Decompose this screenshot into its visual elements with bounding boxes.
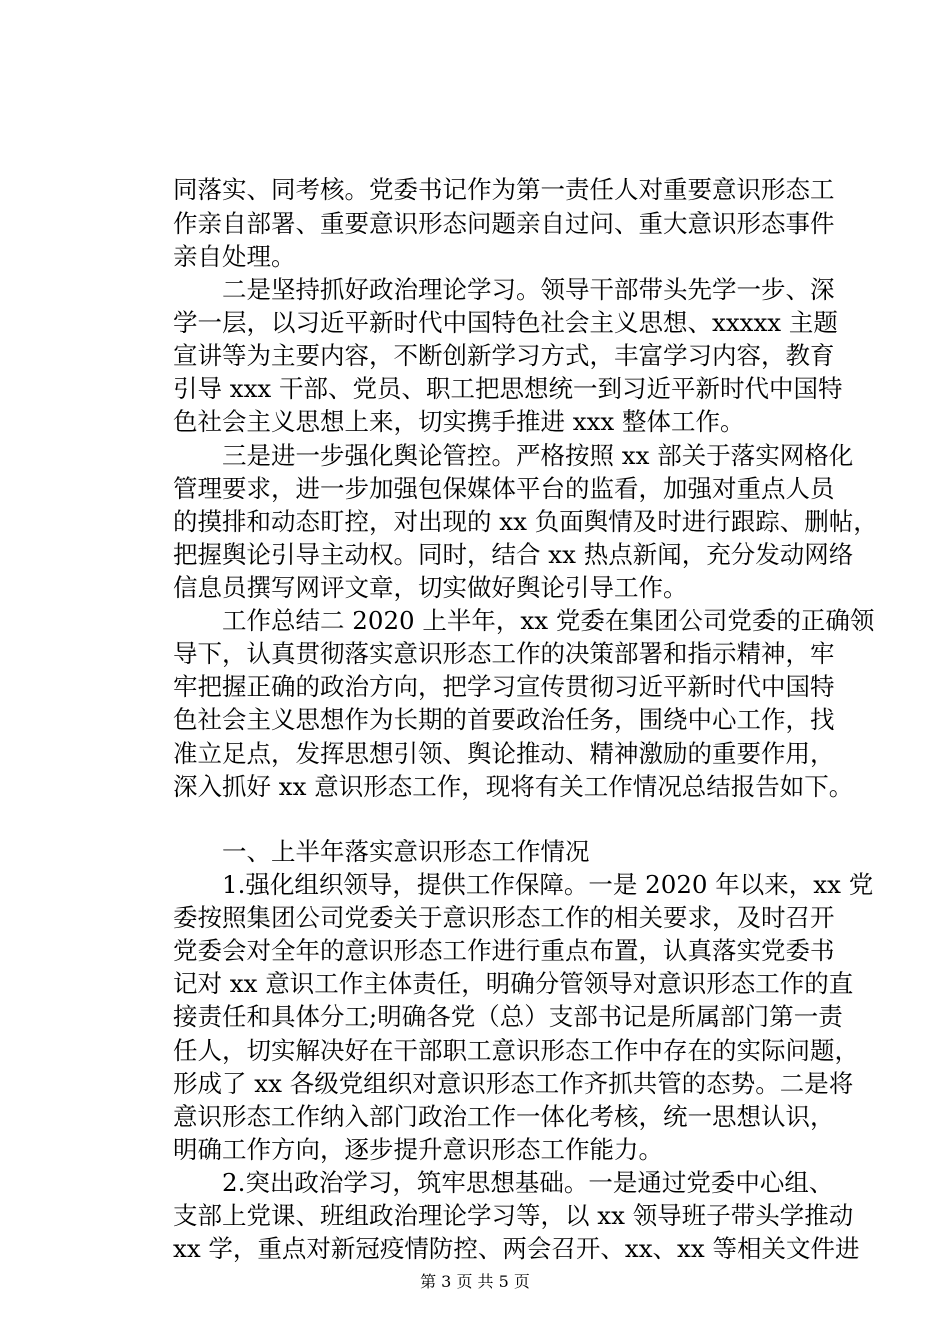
text-line: 把握舆论引导主动权。同时，结合 xx 热点新闻，充分发动网络 <box>173 540 854 569</box>
text-line: 导下，认真贯彻落实意识形态工作的决策部署和指示精神，牢 <box>173 639 835 668</box>
text-line: 支部上党课、班组政治理论学习等，以 xx 领导班子带头学推动 <box>173 1201 854 1230</box>
text-line: 1.强化组织领导，提供工作保障。一是 2020 年以来，xx 党 <box>222 870 874 899</box>
text-line: 作亲自部署、重要意识形态问题亲自过问、重大意识形态事件 <box>173 209 835 238</box>
text-line: 深入抓好 xx 意识形态工作，现将有关工作情况总结报告如下。 <box>173 772 854 801</box>
text-line: 记对 xx 意识工作主体责任，明确分管领导对意识形态工作的直 <box>173 969 854 998</box>
text-line: xx 学，重点对新冠疫情防控、两会召开、xx、xx 等相关文件进 <box>173 1234 860 1263</box>
text-line: 亲自处理。 <box>173 242 296 271</box>
text-line: 信息员撰写网评文章，切实做好舆论引导工作。 <box>173 573 688 602</box>
text-line: 管理要求，进一步加强包保媒体平台的监看，加强对重点人员 <box>173 474 835 503</box>
text-line: 党委会对全年的意识形态工作进行重点布置，认真落实党委书 <box>173 936 835 965</box>
text-line: 二是坚持抓好政治理论学习。领导干部带头先学一步、深 <box>222 275 835 304</box>
text-line: 引导 xxx 干部、党员、职工把思想统一到习近平新时代中国特 <box>173 374 843 403</box>
text-line: 接责任和具体分工;明确各党（总）支部书记是所属部门第一责 <box>173 1002 843 1031</box>
text-line: 学一层，以习近平新时代中国特色社会主义思想、xxxxx 主题 <box>173 308 838 337</box>
text-line: 三是进一步强化舆论管控。严格按照 xx 部关于落实网格化 <box>222 441 854 470</box>
text-line: 任人，切实解决好在干部职工意识形态工作中存在的实际问题， <box>173 1036 859 1065</box>
text-line: 委按照集团公司党委关于意识形态工作的相关要求，及时召开 <box>173 903 835 932</box>
text-line: 意识形态工作纳入部门政治工作一体化考核，统一思想认识， <box>173 1102 835 1131</box>
text-line: 宣讲等为主要内容，不断创新学习方式，丰富学习内容，教育 <box>173 341 835 370</box>
section-heading: 一、上半年落实意识形态工作情况 <box>222 837 590 866</box>
text-line: 色社会主义思想上来，切实携手推进 xxx 整体工作。 <box>173 407 745 436</box>
text-line: 形成了 xx 各级党组织对意识形态工作齐抓共管的态势。二是将 <box>173 1069 854 1098</box>
text-line: 同落实、同考核。党委书记作为第一责任人对重要意识形态工 <box>173 175 835 204</box>
text-line: 准立足点，发挥思想引领、舆论推动、精神激励的重要作用， <box>173 739 835 768</box>
text-line: 2.突出政治学习，筑牢思想基础。一是通过党委中心组、 <box>222 1168 834 1197</box>
text-line: 的摸排和动态盯控，对出现的 xx 负面舆情及时进行跟踪、删帖， <box>173 507 878 536</box>
text-line: 工作总结二 2020 上半年，xx 党委在集团公司党委的正确领 <box>222 606 875 635</box>
page-number-footer: 第 3 页 共 5 页 <box>420 1272 530 1291</box>
text-line: 牢把握正确的政治方向，把学习宣传贯彻习近平新时代中国特 <box>173 672 835 701</box>
text-line: 色社会主义思想作为长期的首要政治任务，围绕中心工作，找 <box>173 705 835 734</box>
text-line: 明确工作方向，逐步提升意识形态工作能力。 <box>173 1135 663 1164</box>
